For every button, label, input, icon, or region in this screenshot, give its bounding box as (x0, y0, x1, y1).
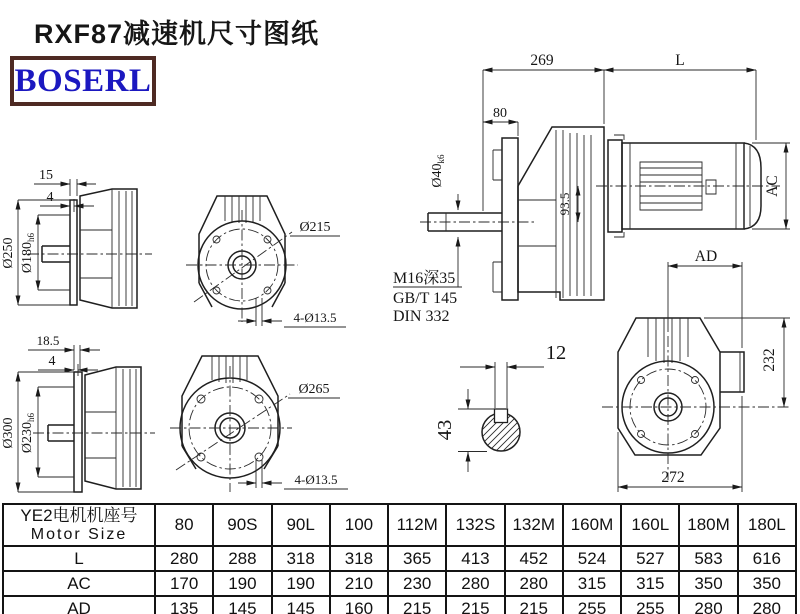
cell: 280 (446, 571, 504, 596)
table-row-AC (3, 571, 796, 596)
dim-plate-width-label: 15 (39, 168, 53, 183)
dia-spigot-tolerance: h6 (26, 412, 36, 422)
dia-flange-label: Ø300 (1, 417, 16, 449)
column-header: 160M (563, 504, 621, 546)
dia-bolt-circle-label: Ø265 (298, 382, 330, 397)
cell: 288 (213, 546, 271, 571)
shaft-height-label: 43 (434, 419, 456, 441)
column-header: 100 (330, 504, 388, 546)
cell: 255 (563, 596, 621, 614)
cell: 215 (388, 596, 446, 614)
dim-motor-diameter-label: AC (764, 175, 781, 197)
standard-din-note: DIN 332 (393, 308, 450, 325)
column-header: 160L (621, 504, 679, 546)
holes-callout-label: 4-Ø13.5 (294, 472, 338, 487)
column-header: 90S (213, 504, 271, 546)
dia-spigot-tolerance: h6 (26, 232, 36, 242)
cell: 350 (738, 571, 796, 596)
cell: 280 (679, 596, 737, 614)
cell: 170 (155, 571, 213, 596)
dim-plate-width-label: 18.5 (36, 333, 60, 348)
dia-spigot-label (20, 412, 36, 453)
cell: 318 (272, 546, 330, 571)
cell: 524 (563, 546, 621, 571)
dia-shaft-tolerance: k6 (436, 154, 446, 164)
cell: 315 (621, 571, 679, 596)
dim-step-label: 4 (48, 354, 56, 369)
side-view-top-left (1, 168, 152, 308)
cell: 145 (213, 596, 271, 614)
key-width-label: 12 (545, 342, 567, 364)
column-header: 132S (446, 504, 504, 546)
shaft-cross-section (434, 342, 566, 472)
cell: 350 (679, 571, 737, 596)
header-motor-size-cn: YE2电机机座号 (20, 506, 138, 526)
dim-width-label: 272 (661, 469, 685, 486)
cell: 280 (505, 571, 563, 596)
dia-bolt-circle-label: Ø215 (299, 220, 331, 235)
dia-spigot-value: Ø180 (20, 241, 35, 274)
front-view-right (602, 248, 790, 492)
cell: 413 (446, 546, 504, 571)
column-header: 90L (272, 504, 330, 546)
front-view-bottom (170, 356, 348, 492)
dim-housing-length-label: 269 (530, 52, 554, 69)
cell: 135 (155, 596, 213, 614)
cell: 215 (446, 596, 504, 614)
cell: 215 (505, 596, 563, 614)
cell: 280 (155, 546, 213, 571)
page-title: RXF87减速机尺寸图纸 (34, 19, 320, 49)
dimension-table (2, 503, 797, 614)
column-header: 132M (505, 504, 563, 546)
cell: 190 (272, 571, 330, 596)
cell: 583 (679, 546, 737, 571)
dim-shaft-length-label: 80 (493, 106, 507, 121)
row-label: AD (3, 596, 155, 614)
column-header: 180L (738, 504, 796, 546)
cell: 230 (388, 571, 446, 596)
dim-ad-label: AD (694, 248, 718, 265)
table-row-L (3, 546, 796, 571)
cell: 255 (621, 596, 679, 614)
cell: 527 (621, 546, 679, 571)
cell: 145 (272, 596, 330, 614)
dim-axis-offset-label: 93.5 (557, 192, 572, 216)
column-header: 112M (388, 504, 446, 546)
row-label: AC (3, 571, 155, 596)
cell: 280 (738, 596, 796, 614)
dia-flange-label: Ø250 (1, 237, 16, 269)
cell: 190 (213, 571, 271, 596)
column-header: 80 (155, 504, 213, 546)
dia-spigot-value: Ø230 (20, 421, 35, 454)
holes-callout-label: 4-Ø13.5 (293, 310, 337, 325)
row-label: L (3, 546, 155, 571)
cell: 616 (738, 546, 796, 571)
header-motor-size-en: Motor Size (30, 525, 128, 543)
cell: 318 (330, 546, 388, 571)
table-header-row (3, 504, 796, 546)
column-header: 180M (679, 504, 737, 546)
side-view-with-motor (393, 52, 790, 325)
standard-gb-note: GB/T 145 (393, 290, 458, 307)
dim-step-label: 4 (46, 190, 54, 205)
cell: 452 (505, 546, 563, 571)
front-view-top (186, 196, 346, 327)
header-motor-size-cell (3, 504, 155, 546)
cell: 315 (563, 571, 621, 596)
dim-motor-length-label: L (675, 52, 685, 69)
dim-height-label: 232 (761, 348, 778, 372)
cell: 365 (388, 546, 446, 571)
dia-spigot-label (20, 232, 36, 273)
table-row-AD (3, 596, 796, 614)
side-view-bottom-left (1, 333, 155, 492)
dia-shaft-value: Ø40 (430, 163, 445, 188)
tap-hole-note: M16深35 (393, 270, 456, 287)
brand-logo-text: BOSERL (14, 62, 152, 99)
cell: 210 (330, 571, 388, 596)
dia-shaft-label (430, 154, 446, 188)
cell: 160 (330, 596, 388, 614)
